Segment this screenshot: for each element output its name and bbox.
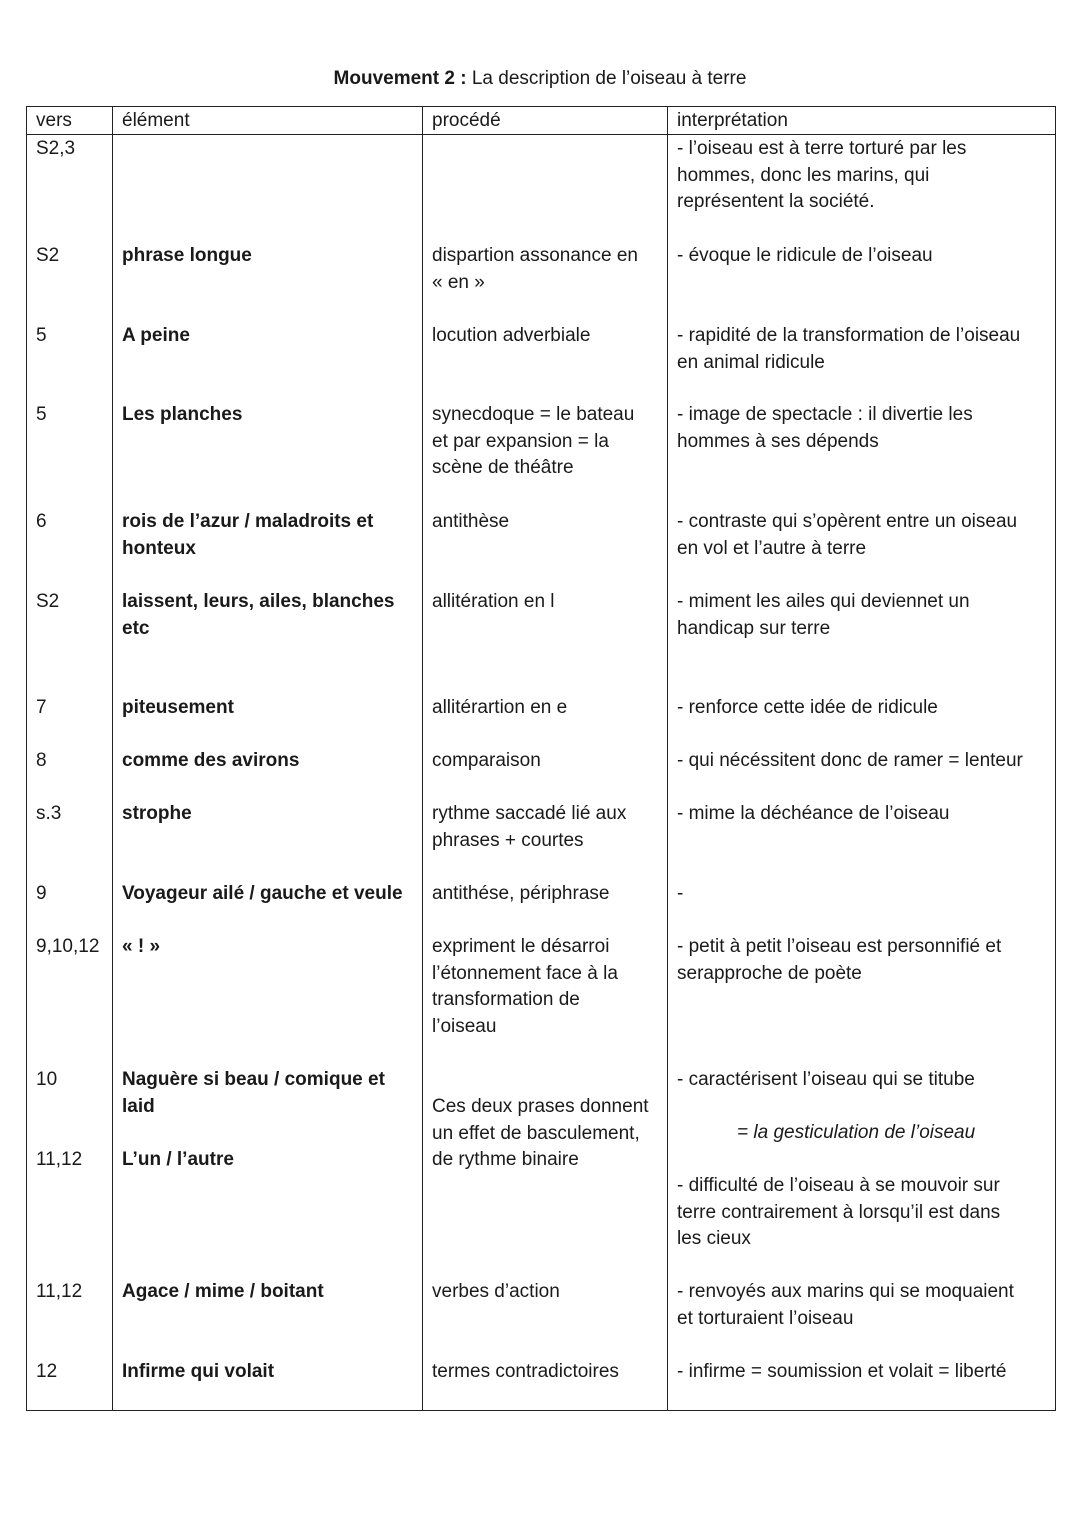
row-vers: 5 xyxy=(36,325,47,346)
row-vers: s.3 xyxy=(36,803,62,824)
row-interpretation-line: représentent la société. xyxy=(677,191,875,212)
row-procede-line: antithése, périphrase xyxy=(432,883,610,904)
header-interpretation: interprétation xyxy=(677,110,788,131)
row-procede-line: allitérartion en e xyxy=(432,697,568,718)
row-interpretation-line: - rapidité de la transformation de l’oiseau xyxy=(677,325,1021,346)
row-vers: 10 xyxy=(36,1069,58,1090)
row-interpretation-line: - mime la déchéance de l’oiseau xyxy=(677,803,950,824)
row-procede-line: scène de théâtre xyxy=(432,457,574,478)
row-vers: S2 xyxy=(36,591,60,612)
row-procede-line: l’oiseau xyxy=(432,1015,497,1037)
row-interpretation-line: - l’oiseau est à terre torturé par les xyxy=(677,138,967,159)
col-divider xyxy=(422,107,423,1410)
row-element-line: laissent, leurs, ailes, blanches xyxy=(122,591,395,612)
row-procede-line: dispartion assonance en xyxy=(432,245,638,266)
row-interpretation-line: - caractérisent l’oiseau qui se titube xyxy=(677,1069,975,1090)
row-element-line: L’un / l’autre xyxy=(122,1149,234,1170)
row-interpretation-line: - renvoyés aux marins qui se moquaient xyxy=(677,1281,1014,1302)
analysis-table xyxy=(26,106,1056,1411)
row-interpretation-line: - renforce cette idée de ridicule xyxy=(677,697,938,718)
row-element-line: phrase longue xyxy=(122,245,252,266)
row-procede-line: rythme saccadé lié aux xyxy=(432,803,627,824)
row-interpretation-line: les cieux xyxy=(677,1228,751,1249)
row-element-line: honteux xyxy=(122,537,196,559)
row-vers: 9,10,12 xyxy=(36,936,100,957)
row-element-line: Infirme qui volait xyxy=(122,1361,275,1382)
row-procede-line: transformation de xyxy=(432,989,580,1010)
row-element-line: Les planches xyxy=(122,404,243,425)
row-vers: S2 xyxy=(36,245,60,266)
row-procede-line: expriment le désarroi xyxy=(432,936,610,957)
row-element-line: comme des avirons xyxy=(122,750,300,771)
row-procede-line: allitération en l xyxy=(432,591,555,612)
page-title xyxy=(0,66,1080,92)
row-element-line: Voyageur ailé / gauche et veule xyxy=(122,883,403,904)
row-element-line: piteusement xyxy=(122,697,234,718)
header-procede: procédé xyxy=(432,110,501,131)
row-vers: 12 xyxy=(36,1361,58,1382)
row-interpretation-line: - image de spectacle : il divertie les xyxy=(677,404,973,425)
row-procede-line: comparaison xyxy=(432,750,541,771)
row-vers: S2,3 xyxy=(36,138,76,159)
row-vers: 5 xyxy=(36,404,47,425)
row-element-line: strophe xyxy=(122,803,192,824)
row-procede-line: verbes d’action xyxy=(432,1281,560,1302)
row-interpretation-line: hommes, donc les marins, qui xyxy=(677,164,930,186)
row-procede-line: « en » xyxy=(432,271,485,293)
row-interpretation-line: - miment les ailes qui deviennet un xyxy=(677,591,970,612)
header-vers: vers xyxy=(36,110,72,131)
row-interpretation-line: - infirme = soumission et volait = liberté xyxy=(677,1361,1007,1382)
row-procede-line: de rythme binaire xyxy=(432,1149,579,1170)
col-divider xyxy=(667,107,668,1410)
row-interpretation-line: en vol et l’autre à terre xyxy=(677,537,867,559)
row-interpretation-line: et torturaient l’oiseau xyxy=(677,1307,854,1329)
row-element-line: Naguère si beau / comique et xyxy=(122,1069,385,1090)
row-element-line: laid xyxy=(122,1095,155,1117)
row-vers: 6 xyxy=(36,511,47,532)
row-interpretation-line: - contraste qui s’opèrent entre un oiseau xyxy=(677,511,1018,532)
row-interpretation-line: terre contrairement à lorsqu’il est dans xyxy=(677,1201,1001,1223)
row-vers: 11,12 xyxy=(36,1281,83,1302)
row-element-line: A peine xyxy=(122,325,190,346)
row-procede-line: antithèse xyxy=(432,511,510,532)
row-procede-line: phrases + courtes xyxy=(432,829,584,851)
row-vers: 9 xyxy=(36,883,47,904)
row-interpretation-line: serapproche de poète xyxy=(677,962,862,984)
header-element: élément xyxy=(122,110,190,131)
row-interpretation-line: - évoque le ridicule de l’oiseau xyxy=(677,245,933,266)
row-procede-line: l’étonnement face à la xyxy=(432,962,618,984)
row-procede-line: locution adverbiale xyxy=(432,325,591,346)
row-interpretation-line: = la gesticulation de l’oiseau xyxy=(737,1122,976,1143)
row-procede-line: termes contradictoires xyxy=(432,1361,619,1382)
row-element-line: « ! » xyxy=(122,936,161,957)
row-element-line: etc xyxy=(122,617,150,639)
row-procede-line: un effet de basculement, xyxy=(432,1122,640,1144)
col-divider xyxy=(112,107,113,1410)
row-vers: 8 xyxy=(36,750,47,771)
row-vers: 7 xyxy=(36,697,47,718)
row-interpretation-line: handicap sur terre xyxy=(677,617,831,639)
row-interpretation-line: en animal ridicule xyxy=(677,351,825,373)
row-procede-line: et par expansion = la xyxy=(432,430,609,452)
row-vers: 11,12 xyxy=(36,1149,83,1170)
row-element-line: Agace / mime / boitant xyxy=(122,1281,324,1302)
row-procede-line: Ces deux prases donnent xyxy=(432,1096,649,1117)
title-strong: Mouvement 2 : xyxy=(333,68,467,89)
row-element-line: rois de l’azur / maladroits et xyxy=(122,511,374,532)
row-interpretation-line: - qui nécéssitent donc de ramer = lenteur xyxy=(677,750,1023,771)
title-rest: La description de l’oiseau à terre xyxy=(466,68,747,89)
row-interpretation-line: - petit à petit l’oiseau est personnifié et xyxy=(677,936,1002,957)
row-interpretation-line: - difficulté de l’oiseau à se mouvoir sur xyxy=(677,1175,1000,1196)
row-interpretation-line: - xyxy=(677,883,684,904)
row-procede-line: synecdoque = le bateau xyxy=(432,404,635,425)
row-interpretation-line: hommes à ses dépends xyxy=(677,430,879,452)
